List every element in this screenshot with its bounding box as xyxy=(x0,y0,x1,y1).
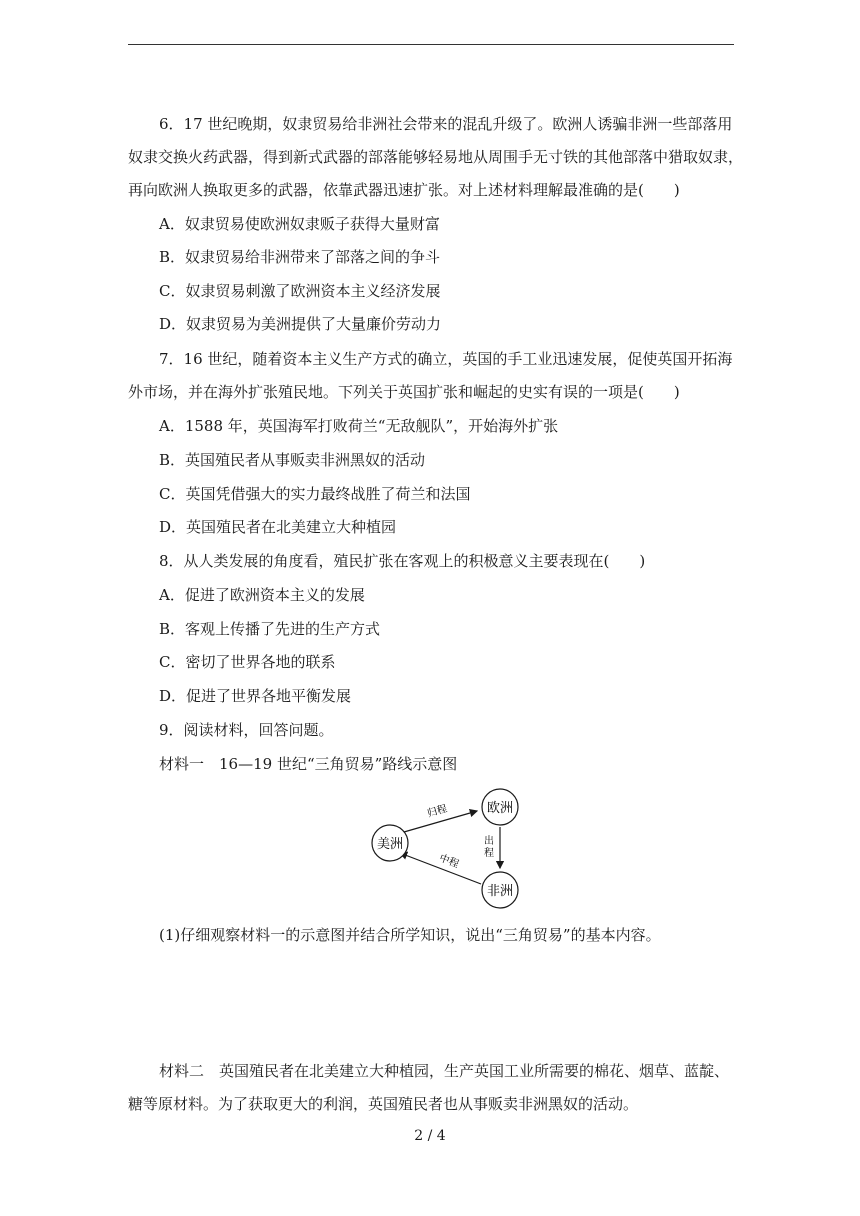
q6-option-b[interactable]: B．奴隶贸易给非洲带来了部落之间的争斗 xyxy=(159,248,441,266)
q6-stem-line-3: 再向欧洲人换取更多的武器，依靠武器迅速扩张。对上述材料理解最准确的是( ) xyxy=(128,181,680,199)
q9-sub1: (1)仔细观察材料一的示意图并结合所学知识，说出“三角贸易”的基本内容。 xyxy=(159,926,661,944)
q9-material2-line-1: 材料二 英国殖民者在北美建立大种植园，生产英国工业所需要的棉花、烟草、蓝靛、 xyxy=(159,1062,730,1080)
q7-option-a[interactable]: A．1588 年，英国海军打败荷兰“无敌舰队”，开始海外扩张 xyxy=(159,417,559,435)
q9-material1-title: 材料一 16—19 世纪“三角贸易”路线示意图 xyxy=(159,755,458,773)
header-rule xyxy=(128,44,734,45)
node-africa: 非洲 xyxy=(486,884,514,899)
q6-option-d[interactable]: D．奴隶贸易为美洲提供了大量廉价劳动力 xyxy=(159,315,442,333)
q7-option-d[interactable]: D．英国殖民者在北美建立大种植园 xyxy=(159,518,397,536)
q8-stem: 8．从人类发展的角度看，殖民扩张在客观上的积极意义主要表现在( ) xyxy=(159,552,646,570)
q6-stem-line-2: 奴隶交换火药武器，得到新式武器的部落能够轻易地从周围手无寸铁的其他部落中猎取奴隶， xyxy=(128,148,744,166)
q9-stem: 9．阅读材料，回答问题。 xyxy=(159,721,334,739)
q6-stem-line-1: 6．17 世纪晚期，奴隶贸易给非洲社会带来的混乱升级了。欧洲人诱骗非洲一些部落用 xyxy=(159,115,733,133)
q8-option-d[interactable]: D．促进了世界各地平衡发展 xyxy=(159,687,352,705)
label-outbound-2: 程 xyxy=(484,848,494,859)
q7-option-c[interactable]: C．英国凭借强大的实力最终战胜了荷兰和法国 xyxy=(159,485,471,503)
q7-stem-line-2: 外市场，并在海外扩张殖民地。下列关于英国扩张和崛起的史实有误的一项是( ) xyxy=(128,383,680,401)
triangle-trade-diagram xyxy=(360,784,530,910)
q8-option-c[interactable]: C．密切了世界各地的联系 xyxy=(159,653,336,671)
q7-stem-line-1: 7．16 世纪，随着资本主义生产方式的确立，英国的手工业迅速发展，促使英国开拓海 xyxy=(159,350,733,368)
node-america: 美洲 xyxy=(376,837,404,852)
label-return: 归程 xyxy=(426,803,449,820)
q8-option-a[interactable]: A．促进了欧洲资本主义的发展 xyxy=(159,586,365,604)
q6-option-c[interactable]: C．奴隶贸易刺激了欧洲资本主义经济发展 xyxy=(159,282,441,300)
page-number: 2 / 4 xyxy=(414,1128,446,1144)
label-middle: 中程 xyxy=(437,852,461,871)
q9-material2-line-2: 糖等原材料。为了获取更大的利润，英国殖民者也从事贩卖非洲黑奴的活动。 xyxy=(128,1095,639,1113)
label-outbound-1: 出 xyxy=(484,836,494,847)
q7-option-b[interactable]: B．英国殖民者从事贩卖非洲黑奴的活动 xyxy=(159,451,426,469)
node-europe: 欧洲 xyxy=(486,801,514,816)
q6-option-a[interactable]: A．奴隶贸易使欧洲奴隶贩子获得大量财富 xyxy=(159,215,440,233)
q8-option-b[interactable]: B．客观上传播了先进的生产方式 xyxy=(159,620,381,638)
